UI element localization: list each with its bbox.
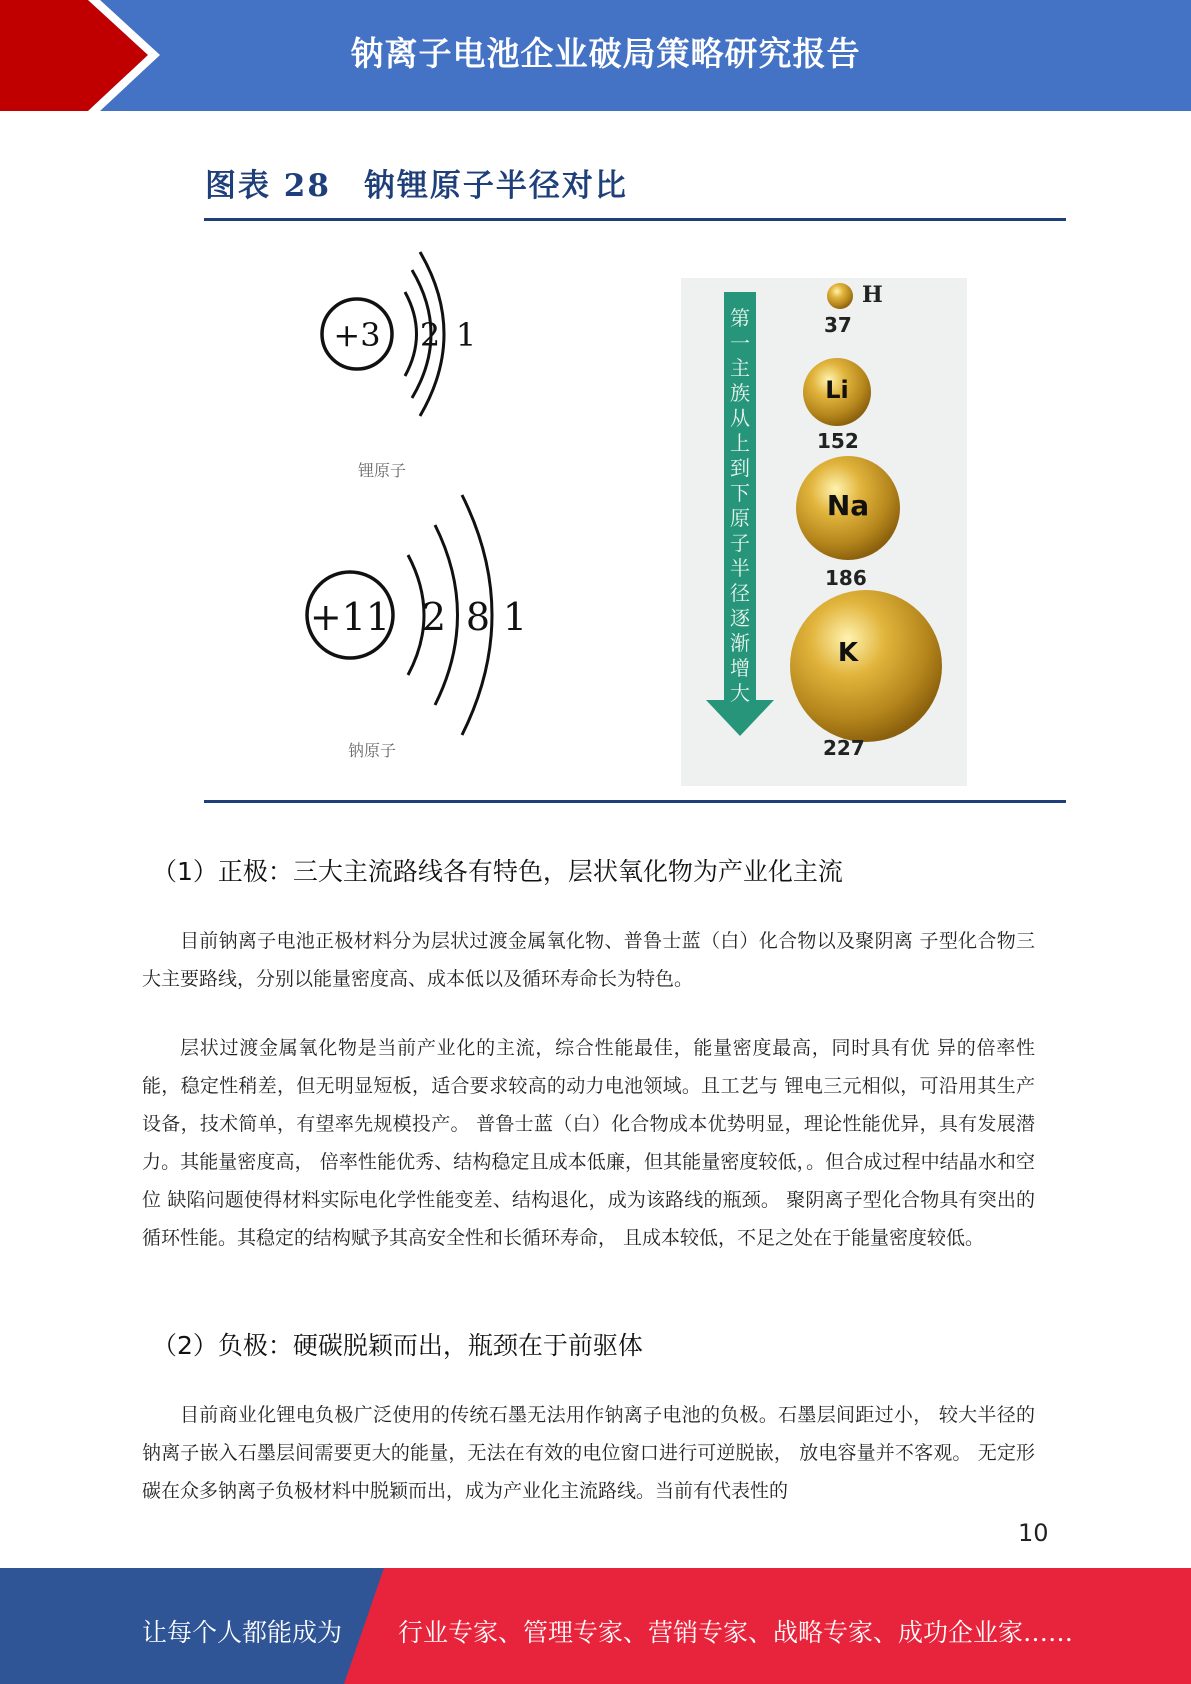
sodium-nucleus: +11 (309, 595, 391, 639)
paragraph-cathode-intro: 目前钠离子电池正极材料分为层状过渡金属氧化物、普鲁士蓝（白）化合物以及聚阴离 子型化合物三大主要路线，分别以能量密度高、成本低以及循环寿命长为特色。 (142, 930, 1035, 990)
lithium-nucleus: +3 (333, 316, 381, 354)
paragraph-anode: 目前商业化锂电负极广泛使用的传统石墨无法用作钠离子电池的负极。石墨层间距过小， 较大半径的钠离子嵌入石墨层间需要更大的能量，无法在有效的电位窗口进行可逆脱嵌， 放电容量并不客观。 无定形碳在众多钠离子负极材料中脱颖而出，成为产业化主流路线。当前有代表性的 (142, 1404, 1035, 1502)
section-heading-cathode: （1）正极：三大主流路线各有特色，层状氧化物为产业化主流 (152, 857, 843, 886)
lithium-shell-1: 2 (419, 316, 441, 354)
element-symbol-k: K (837, 638, 859, 668)
figure-top-rule (204, 218, 1066, 221)
lithium-atom-diagram (320, 250, 490, 420)
hydrogen-sphere (827, 283, 853, 309)
section-heading-anode: （2）负极：硬碳脱颖而出，瓶颈在于前驱体 (152, 1331, 643, 1360)
figure-bottom-rule (204, 800, 1066, 803)
radius-value-na: 186 (825, 566, 867, 590)
radius-value-li: 152 (817, 429, 859, 453)
page-header (0, 0, 1191, 111)
sodium-shell-1: 2 (421, 595, 447, 639)
page-number: 10 (1018, 1519, 1049, 1547)
element-symbol-na: Na (826, 489, 870, 522)
sodium-atom-diagram (300, 490, 540, 740)
lithium-shell-2: 1 (455, 316, 477, 354)
sodium-shell-2: 8 (465, 595, 491, 639)
arrow-label: 第一主族从上到下原子半径逐渐增大 (730, 306, 750, 705)
sodium-shell-3: 1 (502, 595, 528, 639)
element-symbol-li: Li (825, 376, 849, 404)
element-symbol-h: H (862, 282, 883, 308)
footer-slogan-right: 行业专家、管理专家、营销专家、战略专家、成功企业家…… (398, 1618, 1074, 1647)
sodium-caption: 钠原子 (348, 741, 397, 760)
radius-value-h: 37 (824, 313, 852, 337)
report-title: 钠离子电池企业破局策略研究报告 (350, 34, 861, 73)
figure-title: 图表 28 钠锂原子半径对比 (205, 168, 628, 204)
radius-value-k: 227 (823, 736, 865, 760)
footer-slogan-left: 让每个人都能成为 (142, 1618, 343, 1647)
lithium-caption: 锂原子 (358, 461, 407, 480)
paragraph-cathode-detail: 层状过渡金属氧化物是当前产业化的主流，综合性能最佳，能量密度最高，同时具有优 异的倍率性能，稳定性稍差，但无明显短板，适合要求较高的动力电池领域。且工艺与 锂电三元相似，可沿用其生产设备，技术简单，有望率先规模投产。 普鲁士蓝（白）化合物成本优势明显，理论性能优异，具有发展潜力。其能量密度高， 倍率性能优秀、结构稳定且成本低廉，但其能量密度较低，。但合成过程中结晶水和空位 缺陷问题使得材料实际电化学性能变差、结构退化，成为该路线的瓶颈。 聚阴离子型化合物具有突出的循环性能。其稳定的结构赋予其高安全性和长循环寿命， 且成本较低，不足之处在于能量密度较低。 (142, 1037, 1035, 1249)
